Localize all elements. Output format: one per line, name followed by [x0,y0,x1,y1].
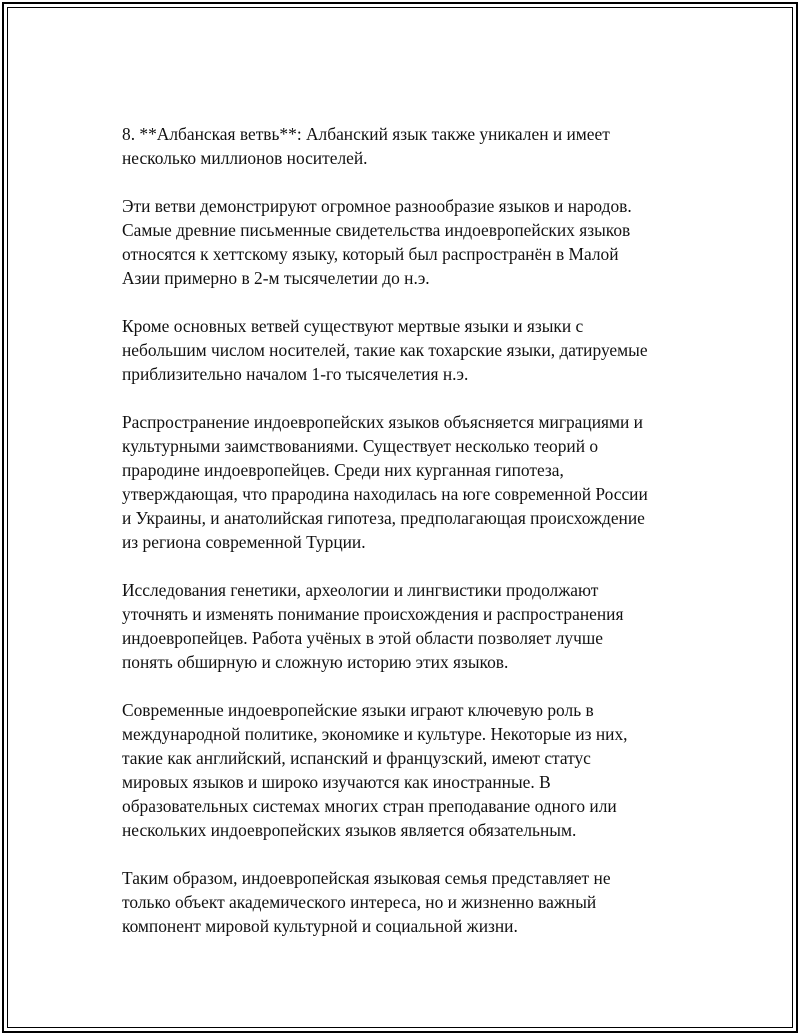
document-body [122,122,692,962]
paragraph-language-diversity: Эти ветви демонстрируют огромное разнообразие языков и народов. Самые древние письменные свидетельства индоевропейских языков относятся к хеттскому языку, который был распространён в Малой Азии примерно в 2-м тысячелетии до н.э. [122,196,632,288]
paragraph-homeland-theories: Распространение индоевропейских языков объясняется миграциями и культурными заимствованиями. Существует несколько теорий о прародине индоевропейцев. Среди них курганная гипотеза, утверждающая, что прародина находилась на юге современной России и Украины, и анатолийская гипотеза, предполагающая происхождение из региона современной Турции. [122,412,648,552]
paragraph-modern-languages: Современные индоевропейские языки играют ключевую роль в международной политике, экономике и культуре. Некоторые из них, такие как английский, испанский и французский, имеют статус мировых языков и широко изучаются как иностранные. В образовательных системах многих стран преподавание одного или нескольких индоевропейских языков является обязательным. [122,700,628,840]
page-border [2,2,798,1033]
paragraph-conclusion: Таким образом, индоевропейская языковая семья представляет не только объект академического интереса, но и жизненно важный компонент мировой культурной и социальной жизни. [122,868,611,936]
paragraph-dead-languages: Кроме основных ветвей существуют мертвые языки и языки с небольшим числом носителей, такие как тохарские языки, датируемые приблизительно началом 1-го тысячелетия н.э. [122,316,648,384]
paragraph-research: Исследования генетики, археологии и лингвистики продолжают уточнять и изменять понимание происхождения и распространения индоевропейцев. Работа учёных в этой области позволяет лучше понять обширную и сложную историю этих языков. [122,580,624,672]
paragraph-albanian-branch: 8. **Албанская ветвь**: Албанский язык также уникален и имеет несколько миллионов носителей. [122,124,610,168]
